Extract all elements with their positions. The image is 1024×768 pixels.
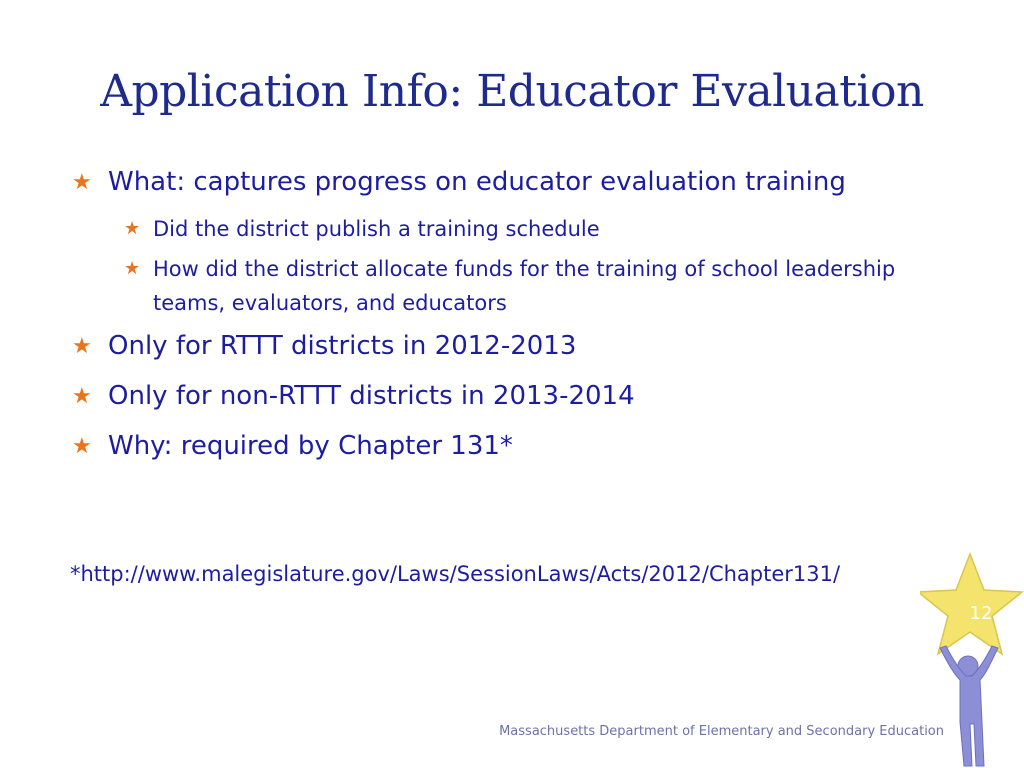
bullet-text: Only for non-RTTT districts in 2013-2014	[108, 381, 635, 411]
sub-bullet-text: Did the district publish a training schedule	[153, 217, 600, 241]
bullet-text: Only for RTTT districts in 2012-2013	[108, 331, 577, 361]
bullet-item	[72, 376, 902, 416]
sub-bullet-list	[72, 212, 902, 320]
bullet-text: What: captures progress on educator evaluation training	[108, 167, 846, 197]
star-bullet-icon: ★	[72, 170, 92, 195]
bullet-item	[72, 426, 902, 466]
bullet-text: Why: required by Chapter 131*	[108, 431, 513, 461]
footer-text: Massachusetts Department of Elementary and Secondary Education	[499, 724, 944, 739]
sub-bullet-item	[72, 252, 902, 320]
sub-bullet-text: How did the district allocate funds for the training of school leadership teams, evaluators, and educators	[153, 257, 896, 315]
person-figure	[940, 646, 998, 766]
star-bullet-icon: ★	[72, 334, 92, 359]
star-bullet-icon: ★	[124, 258, 141, 279]
slide-title: Application Info: Educator Evaluation	[100, 66, 924, 117]
footnote-link[interactable]: *http://www.malegislature.gov/Laws/SessionLaws/Acts/2012/Chapter131/	[70, 562, 841, 586]
star-mascot-icon	[920, 552, 1024, 768]
bullet-item	[72, 162, 902, 202]
star-bullet-icon: ★	[72, 434, 92, 459]
star-bullet-icon: ★	[72, 384, 92, 409]
page-number: 12	[969, 603, 993, 624]
star-bullet-icon: ★	[124, 218, 141, 239]
sub-bullet-item	[72, 212, 902, 246]
bullet-list	[72, 162, 902, 476]
bullet-item	[72, 326, 902, 366]
